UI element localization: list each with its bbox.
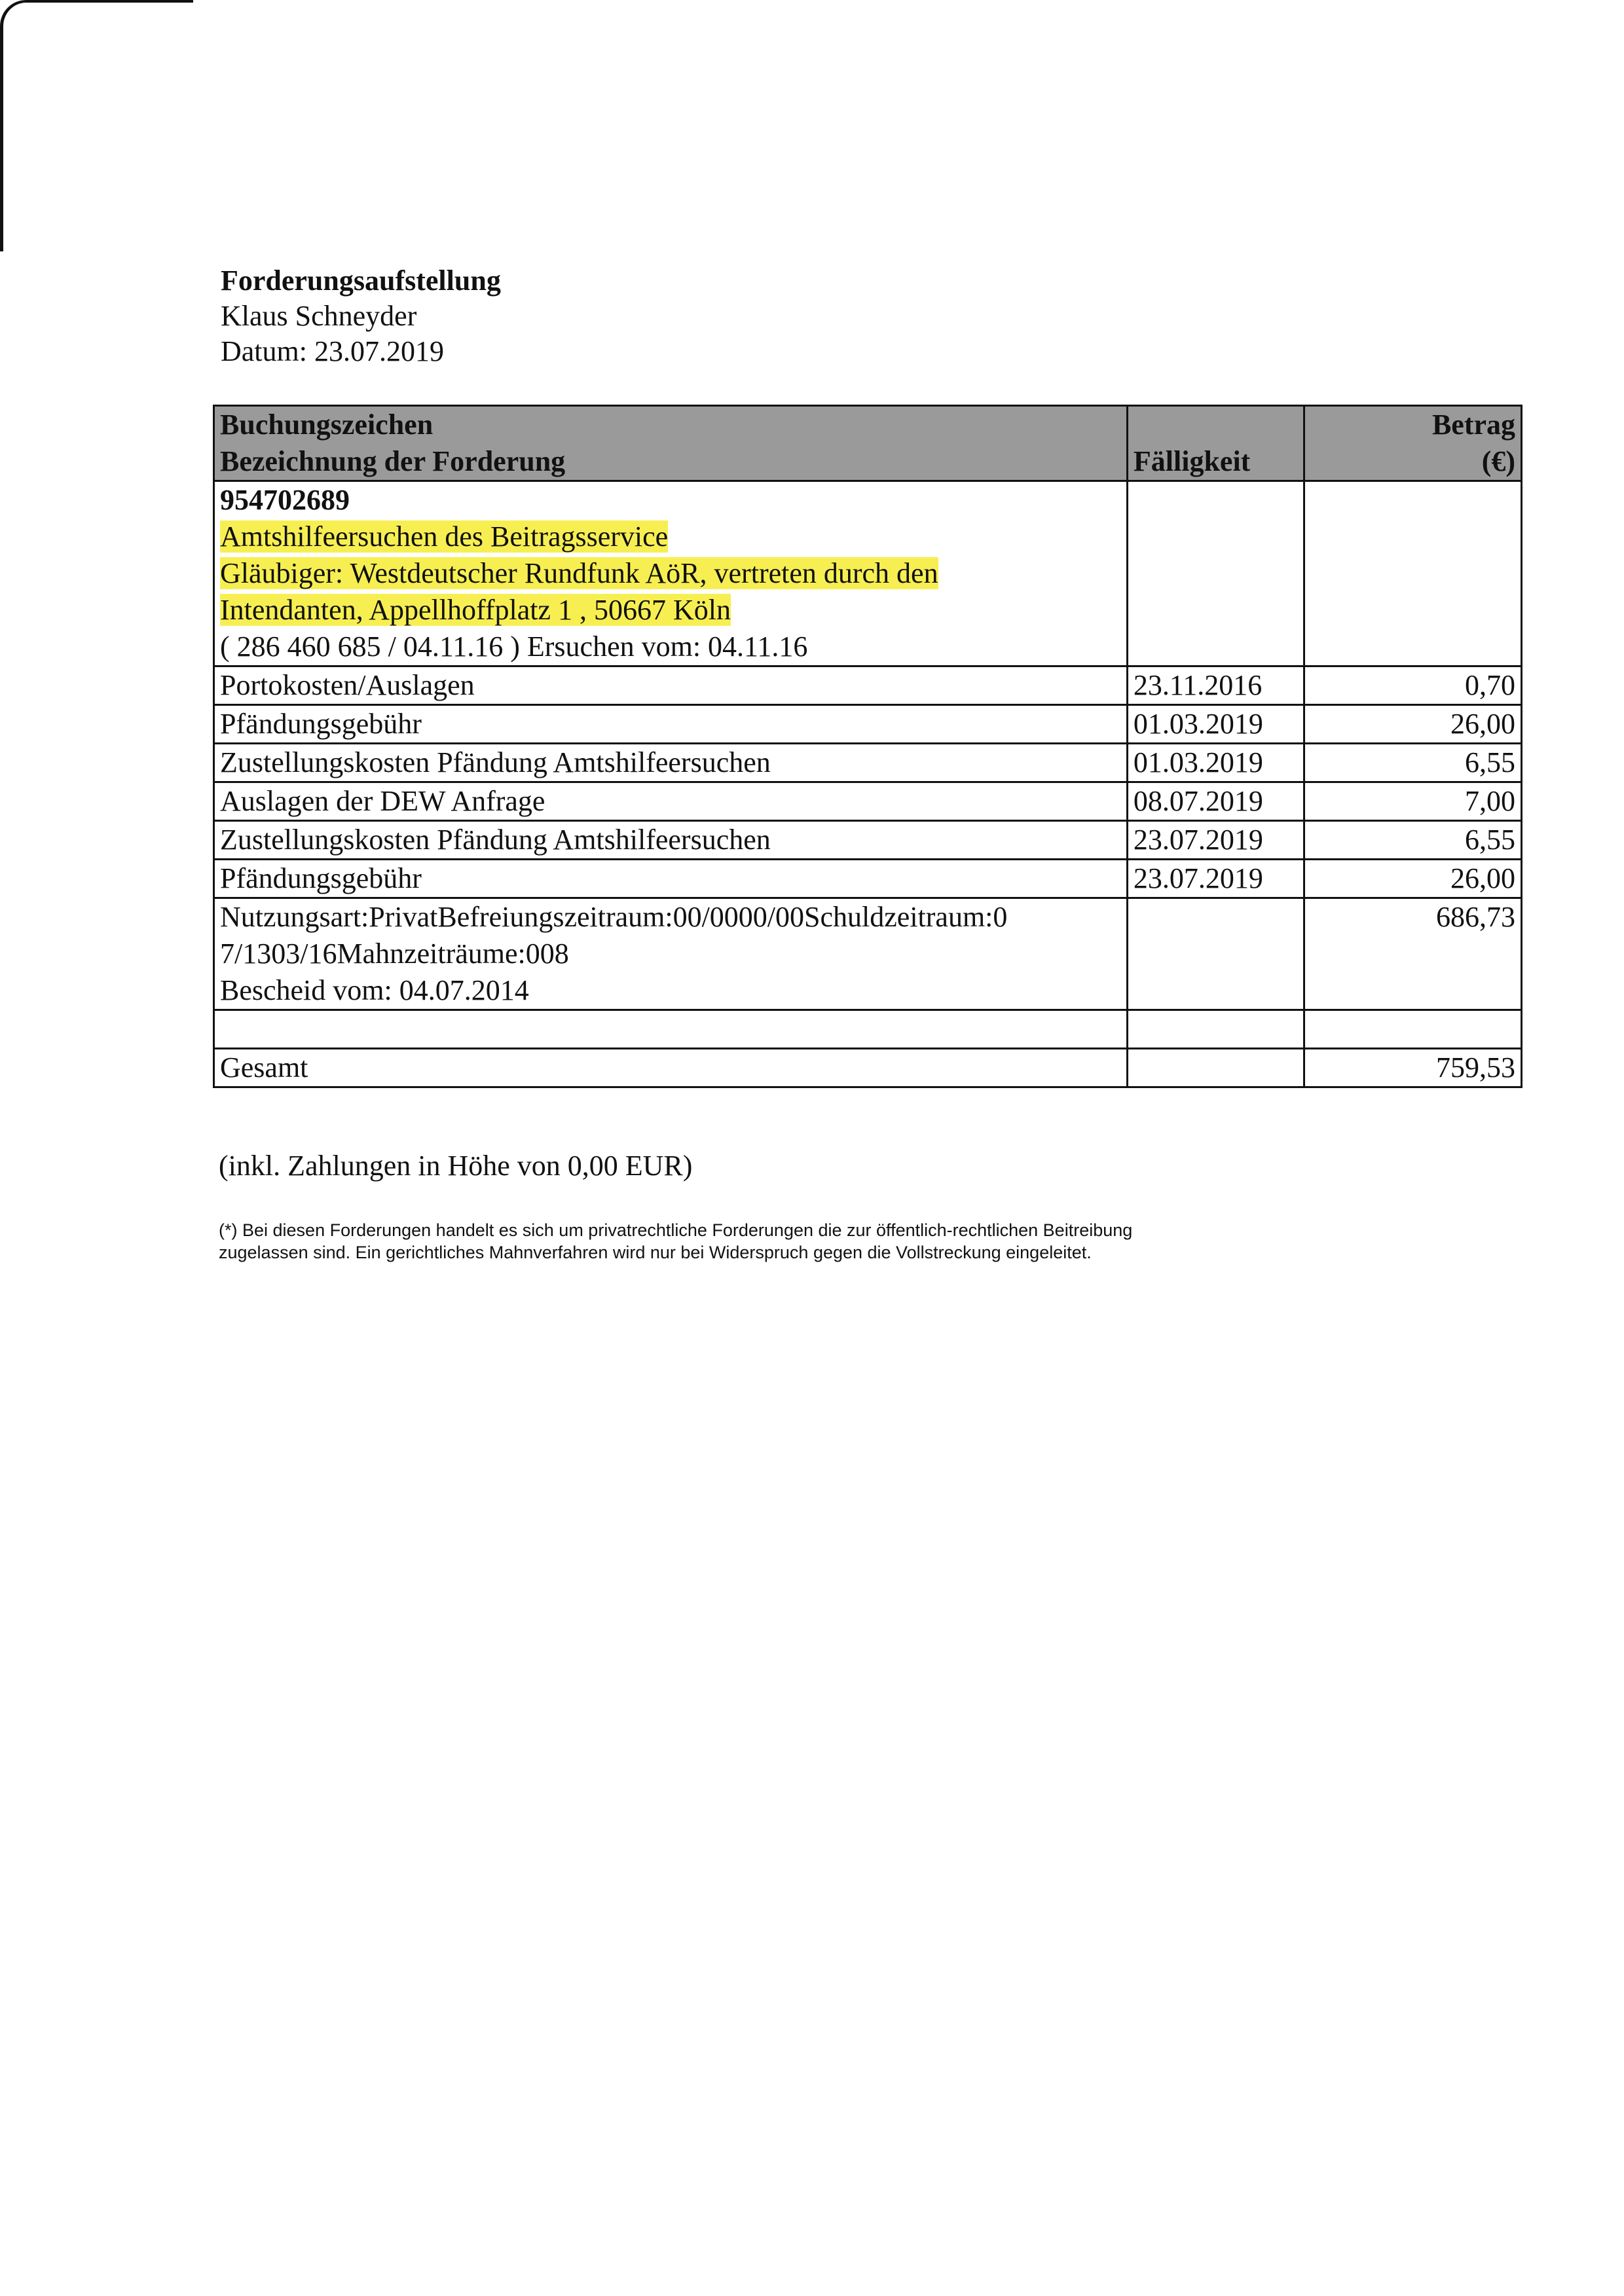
row-description: Pfändungsgebühr: [214, 860, 1128, 898]
table-row: [214, 744, 1522, 782]
empty-cell: [1127, 1049, 1304, 1087]
claim-line-2: Gläubiger: Westdeutscher Rundfunk AöR, vertreten durch den: [220, 557, 938, 589]
claims-table: [213, 405, 1522, 1088]
row-amount: 6,55: [1304, 821, 1522, 860]
row-due-date: 01.03.2019: [1127, 705, 1304, 744]
table-row: [214, 782, 1522, 821]
row-due-date: 23.07.2019: [1127, 860, 1304, 898]
claim-line-4: ( 286 460 685 / 04.11.16 ) Ersuchen vom: 04.11.16: [220, 630, 808, 663]
table-row: [214, 821, 1522, 860]
document-date: Datum: 23.07.2019: [221, 335, 444, 367]
header-due-date: Fälligkeit: [1127, 406, 1304, 481]
empty-cell: [214, 1010, 1128, 1049]
row-amount: 26,00: [1304, 860, 1522, 898]
total-row: [214, 1049, 1522, 1087]
usage-description: Nutzungsart:PrivatBefreiungszeitraum:00/0000/00Schuldzeitraum:0 7/1303/16Mahnzeiträume:008 Bescheid vom: 04.07.2014: [214, 898, 1128, 1010]
row-due-date: 08.07.2019: [1127, 782, 1304, 821]
header-amount: Betrag (€): [1304, 406, 1522, 481]
row-description: Zustellungskosten Pfändung Amtshilfeersuchen: [214, 744, 1128, 782]
row-due-date: 23.07.2019: [1127, 821, 1304, 860]
booking-number: 954702689: [220, 484, 350, 516]
row-amount: 0,70: [1304, 666, 1522, 705]
table-row: [214, 860, 1522, 898]
empty-cell: [1304, 481, 1522, 666]
payments-note: (inkl. Zahlungen in Höhe von 0,00 EUR): [219, 1150, 693, 1182]
table-row: [214, 705, 1522, 744]
empty-cell: [1127, 898, 1304, 1010]
document-title: Forderungsaufstellung: [221, 264, 501, 297]
row-amount: 6,55: [1304, 744, 1522, 782]
row-description: Portokosten/Auslagen: [214, 666, 1128, 705]
debtor-name: Klaus Schneyder: [221, 300, 417, 332]
row-due-date: 23.11.2016: [1127, 666, 1304, 705]
row-description: Auslagen der DEW Anfrage: [214, 782, 1128, 821]
total-label: Gesamt: [214, 1049, 1128, 1087]
empty-row: [214, 1010, 1522, 1049]
usage-amount: 686,73: [1304, 898, 1522, 1010]
table-row: [214, 666, 1522, 705]
table-header-row: [214, 406, 1522, 481]
claim-line-1: Amtshilfeersuchen des Beitragsservice: [220, 520, 669, 553]
total-amount: 759,53: [1304, 1049, 1522, 1087]
document-header: [221, 263, 501, 369]
empty-cell: [1127, 481, 1304, 666]
empty-cell: [1127, 1010, 1304, 1049]
claim-info-cell: [214, 481, 1128, 666]
usage-row: [214, 898, 1522, 1010]
row-due-date: 01.03.2019: [1127, 744, 1304, 782]
row-description: Zustellungskosten Pfändung Amtshilfeersuchen: [214, 821, 1128, 860]
row-amount: 7,00: [1304, 782, 1522, 821]
claim-line-3: Intendanten, Appellhoffplatz 1 , 50667 Köln: [220, 594, 731, 626]
header-description: Buchungszeichen Bezeichnung der Forderung: [214, 406, 1128, 481]
row-amount: 26,00: [1304, 705, 1522, 744]
footnote: (*) Bei diesen Forderungen handelt es sich um privatrechtliche Forderungen die zur öffentlich-rechtlichen Beitreibung zugelassen sind. Ein gerichtliches Mahnverfahren wird nur bei Widerspruch gegen die Vollstreckung eingeleitet.: [219, 1220, 1133, 1262]
claim-info-row: [214, 481, 1522, 666]
empty-cell: [1304, 1010, 1522, 1049]
row-description: Pfändungsgebühr: [214, 705, 1128, 744]
scan-edge-mark: [0, 0, 193, 251]
